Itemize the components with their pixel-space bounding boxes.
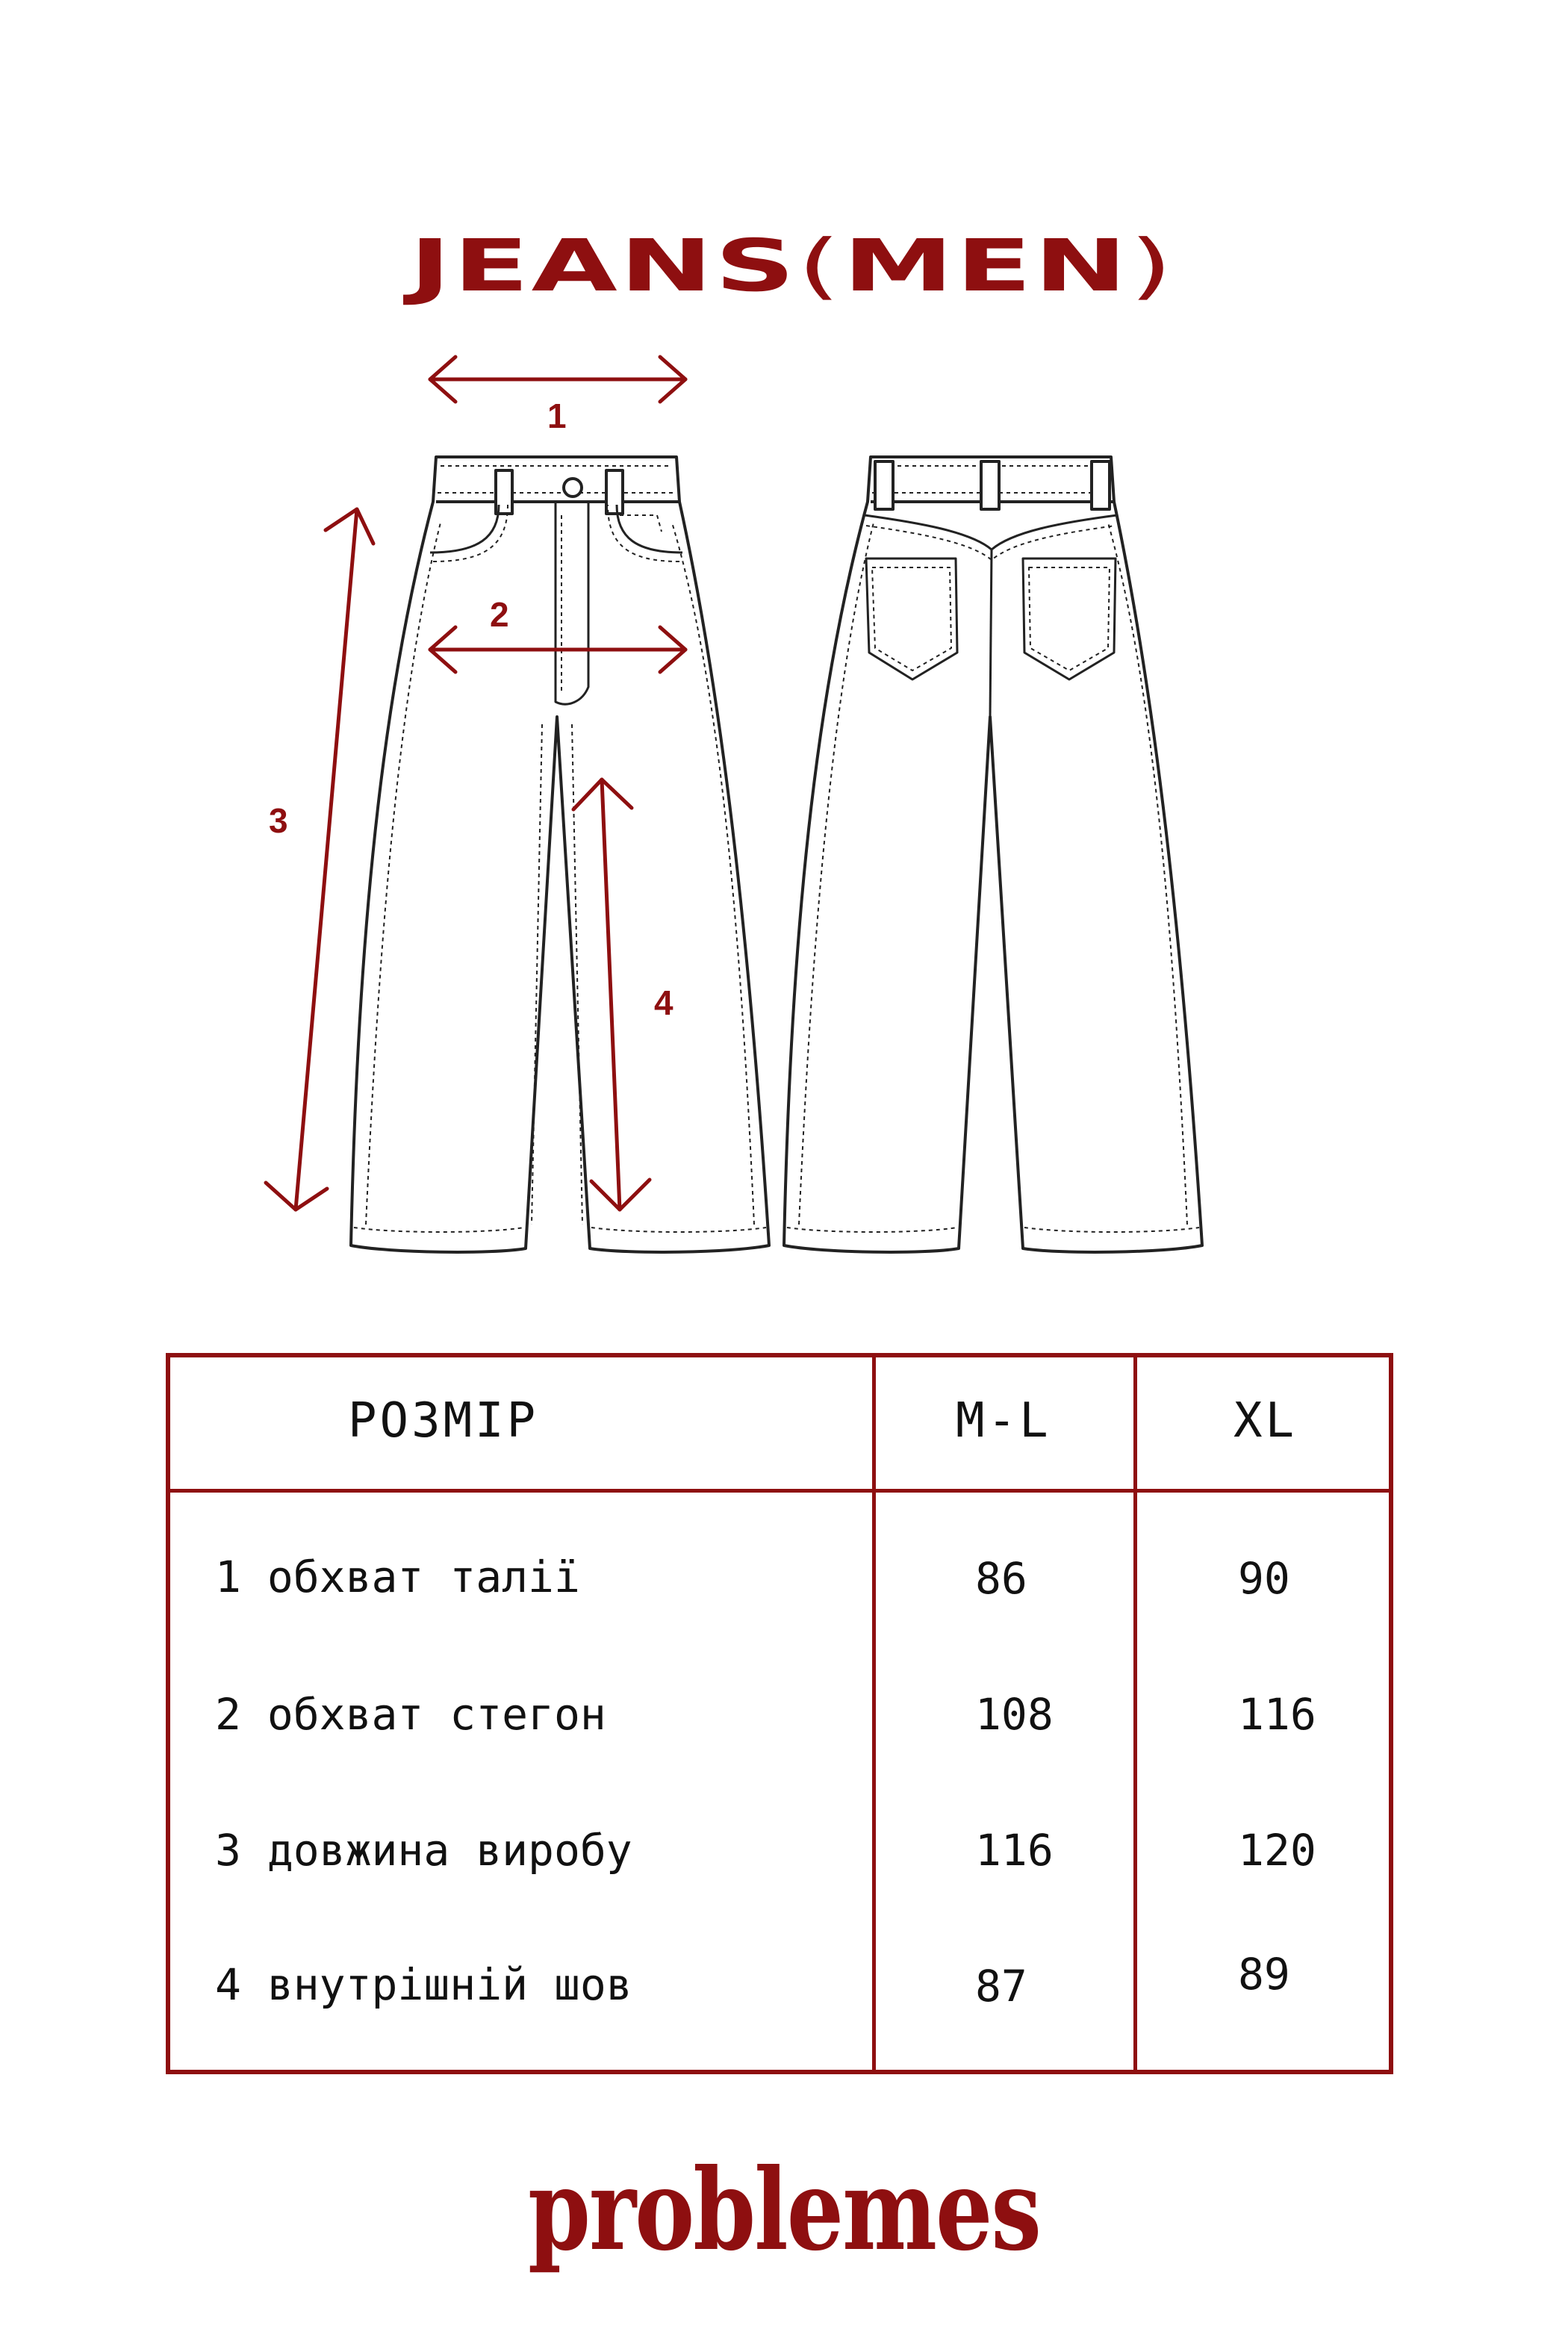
row-xl: 90 — [1238, 1553, 1290, 1604]
row-ml: 116 — [975, 1825, 1054, 1876]
row-xl: 116 — [1238, 1689, 1316, 1740]
row-xl: 120 — [1238, 1825, 1316, 1876]
row-ml: 86 — [975, 1553, 1027, 1604]
title-paren-close: ) — [1129, 224, 1175, 308]
row-label: 4 внутрішній шов — [215, 1959, 632, 2010]
row-xl: 89 — [1238, 1949, 1290, 2000]
label-1: 1 — [547, 396, 567, 435]
title-main: JEANS — [409, 224, 797, 308]
table-divider-2 — [1133, 1357, 1137, 2070]
row-ml: 108 — [975, 1689, 1054, 1740]
table-header-divider — [170, 1489, 1389, 1493]
label-3: 3 — [269, 801, 288, 840]
label-2: 2 — [490, 595, 509, 634]
row-label: 3 довжина виробу — [215, 1825, 632, 1876]
arrow-waist — [430, 357, 685, 402]
header-xl: XL — [1233, 1393, 1298, 1449]
header-ml: M-L — [956, 1393, 1051, 1449]
title-sub: MEN — [842, 224, 1130, 308]
title-paren-open: ( — [797, 224, 843, 308]
row-label: 1 обхват талії — [215, 1552, 580, 1602]
label-4: 4 — [654, 983, 673, 1022]
table-divider-1 — [872, 1357, 876, 2070]
row-ml: 87 — [975, 1961, 1027, 2012]
header-size: РОЗМІР — [348, 1393, 539, 1449]
jeans-front-view — [351, 457, 769, 1252]
row-label: 2 обхват стегон — [215, 1689, 606, 1740]
size-table — [166, 1353, 1393, 2074]
brand-logo: problemes — [528, 2144, 1040, 2277]
jeans-back-view — [784, 457, 1202, 1252]
